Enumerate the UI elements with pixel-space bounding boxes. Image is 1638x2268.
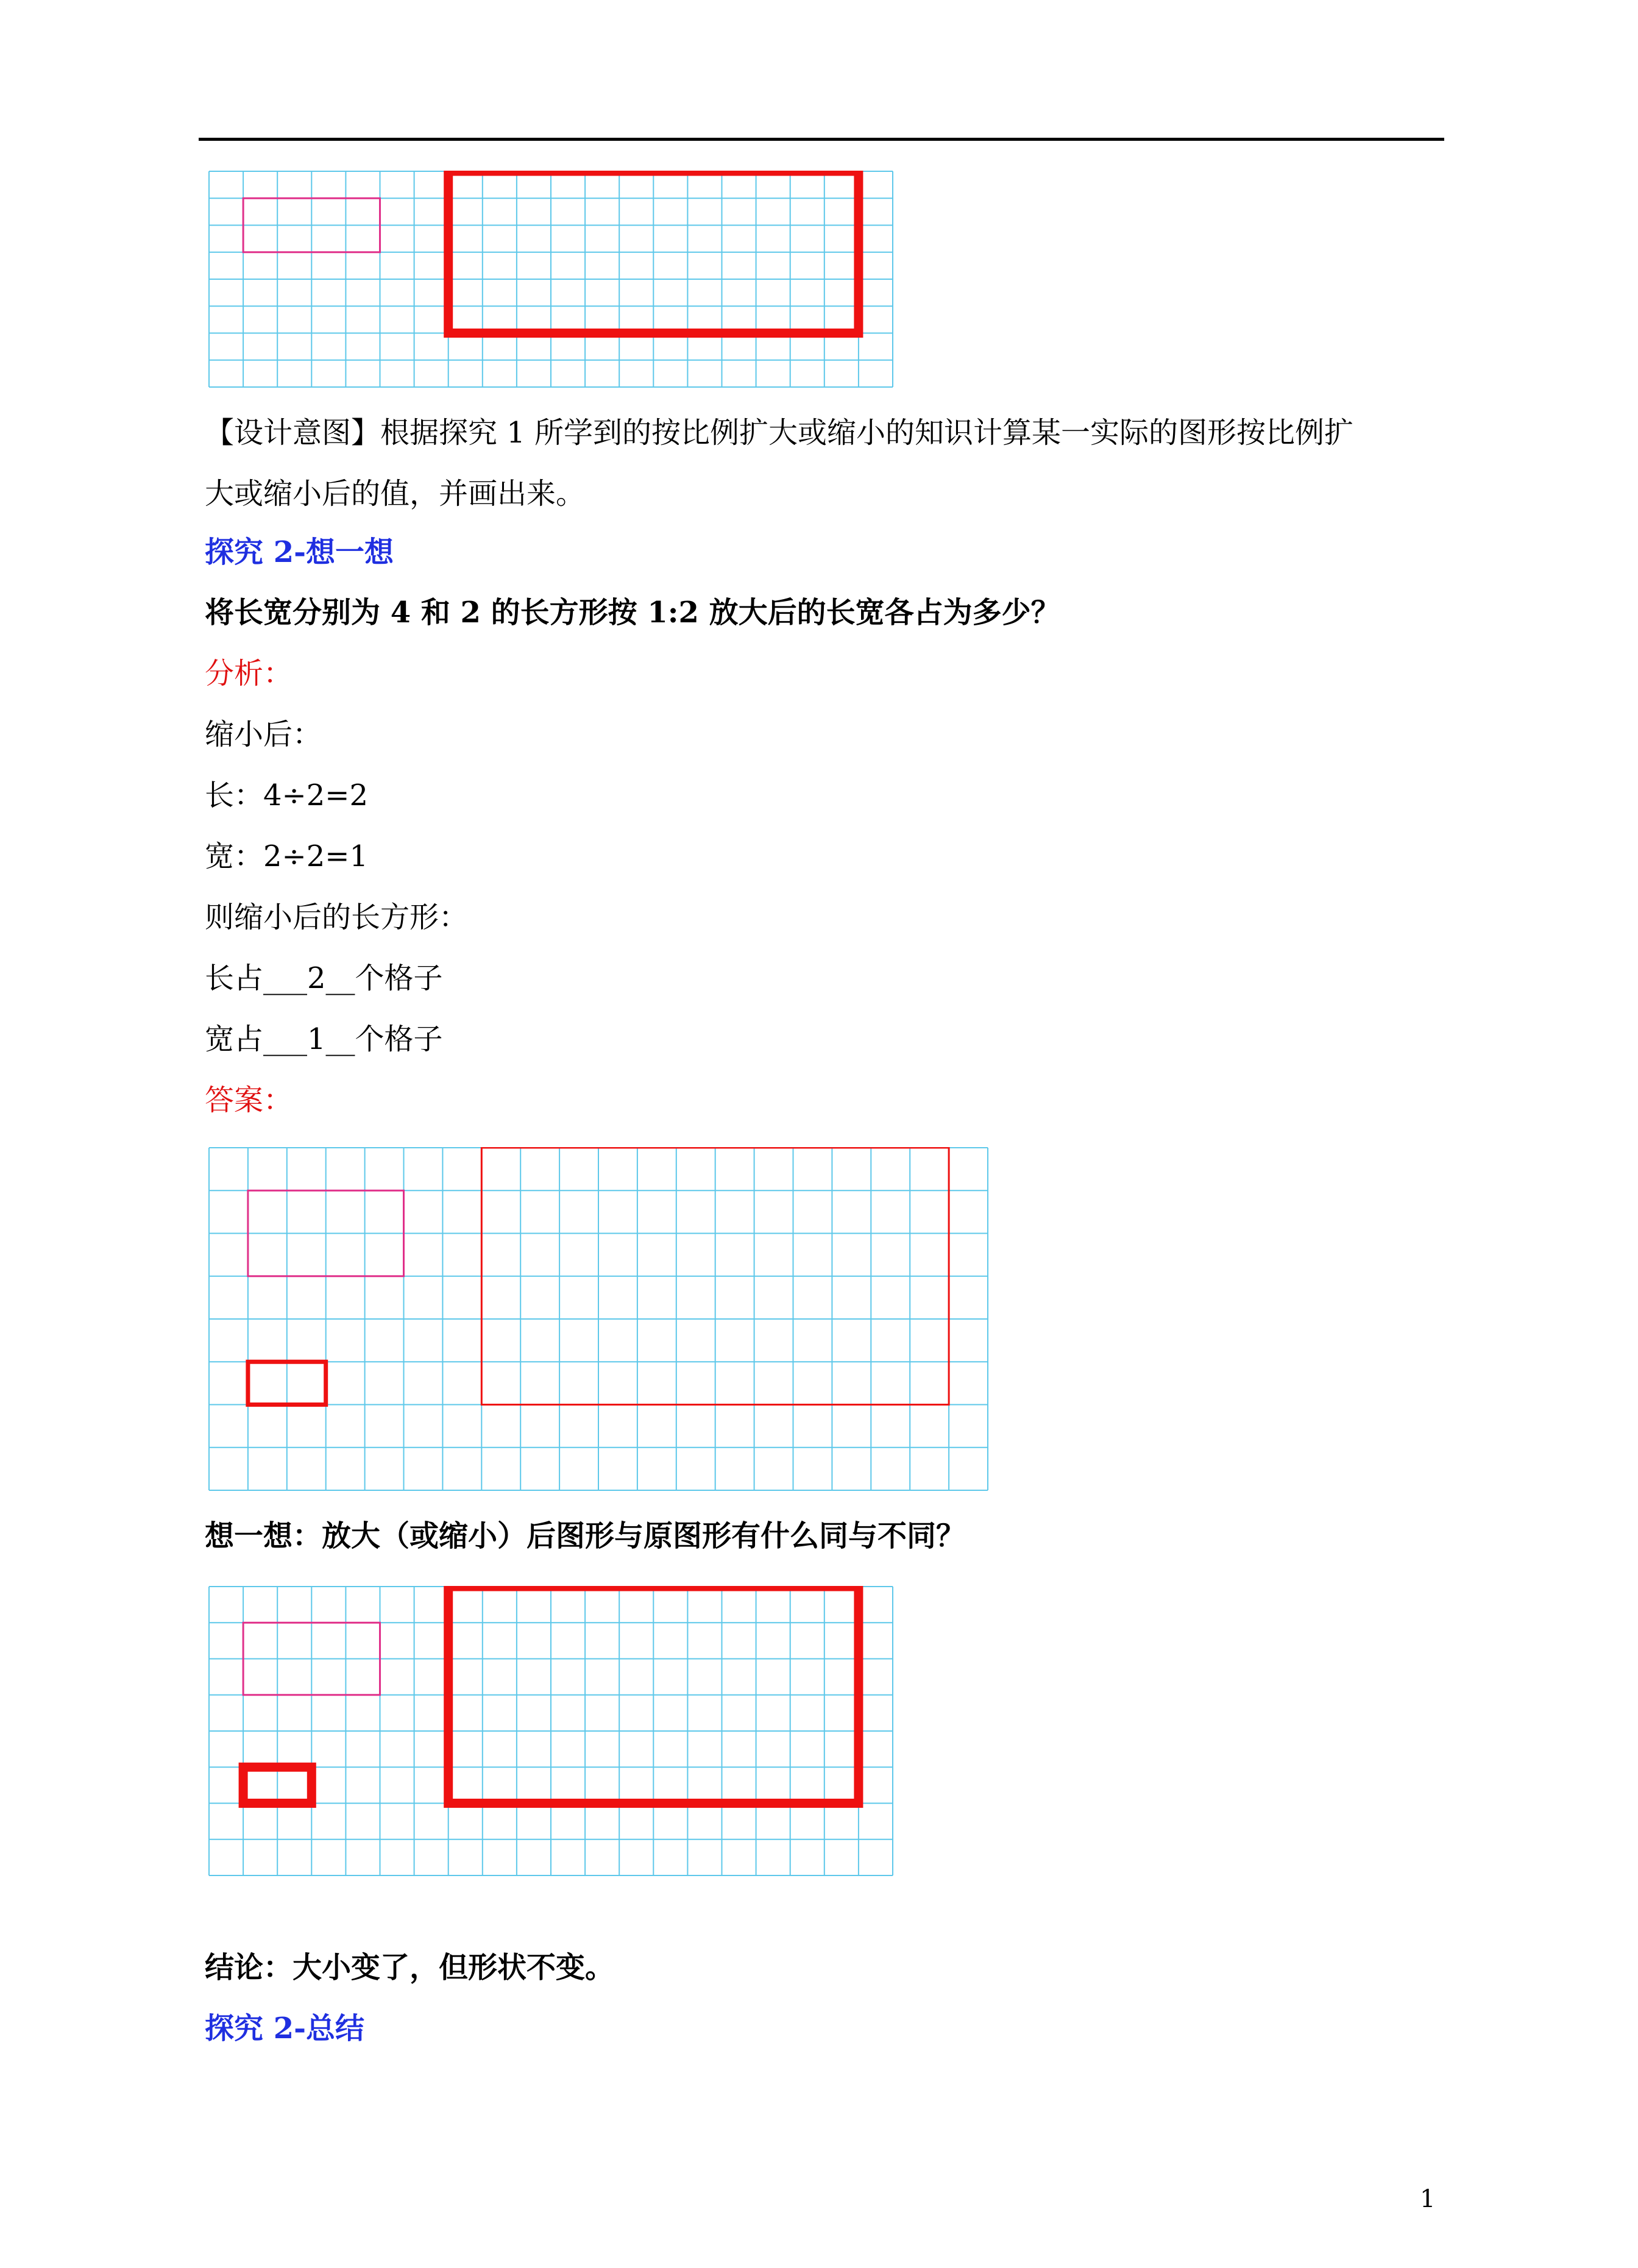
design-intent-text-cont: 大或缩小后的值，并画出来。 <box>205 477 586 511</box>
length-cells-text: 长占___2__个格子 <box>205 961 443 995</box>
page-number: 1 <box>1420 2185 1436 2213</box>
then-label: 则缩小后的长方形： <box>205 900 469 934</box>
grid-figure-3 <box>208 1586 893 1876</box>
think-question-text: 想一想：放大（或缩小）后图形与原图形有什么同与不同？ <box>205 1519 966 1553</box>
section-heading-summary: 探究 2-总结 <box>205 2011 365 2046</box>
width-cells-text: 宽占___1__个格子 <box>205 1022 443 1056</box>
answer-label: 答案： <box>205 1083 293 1117</box>
shrunk-label: 缩小后： <box>205 717 322 752</box>
figure-1-svg <box>208 171 893 388</box>
width-calc: 宽：2÷2=1 <box>205 839 369 873</box>
grid-figure-1 <box>208 171 893 388</box>
analysis-label: 分析： <box>205 656 293 691</box>
design-intent-text: 【设计意图】根据探究 1 所学到的按比例扩大或缩小的知识计算某一实际的图形按比例扩 <box>205 416 1354 450</box>
length-calc: 长：4÷2=2 <box>205 778 369 812</box>
section-heading-think: 探究 2-想一想 <box>205 535 394 569</box>
question-text: 将长宽分别为 4 和 2 的长方形按 1:2 放大后的长宽各占为多少？ <box>205 595 1060 630</box>
grid-figure-2 <box>208 1147 988 1491</box>
figure-2-svg <box>208 1147 988 1491</box>
figure-3-svg <box>208 1586 893 1876</box>
conclusion-text: 结论：大小变了，但形状不变。 <box>205 1950 615 1985</box>
header-rule <box>199 138 1444 141</box>
